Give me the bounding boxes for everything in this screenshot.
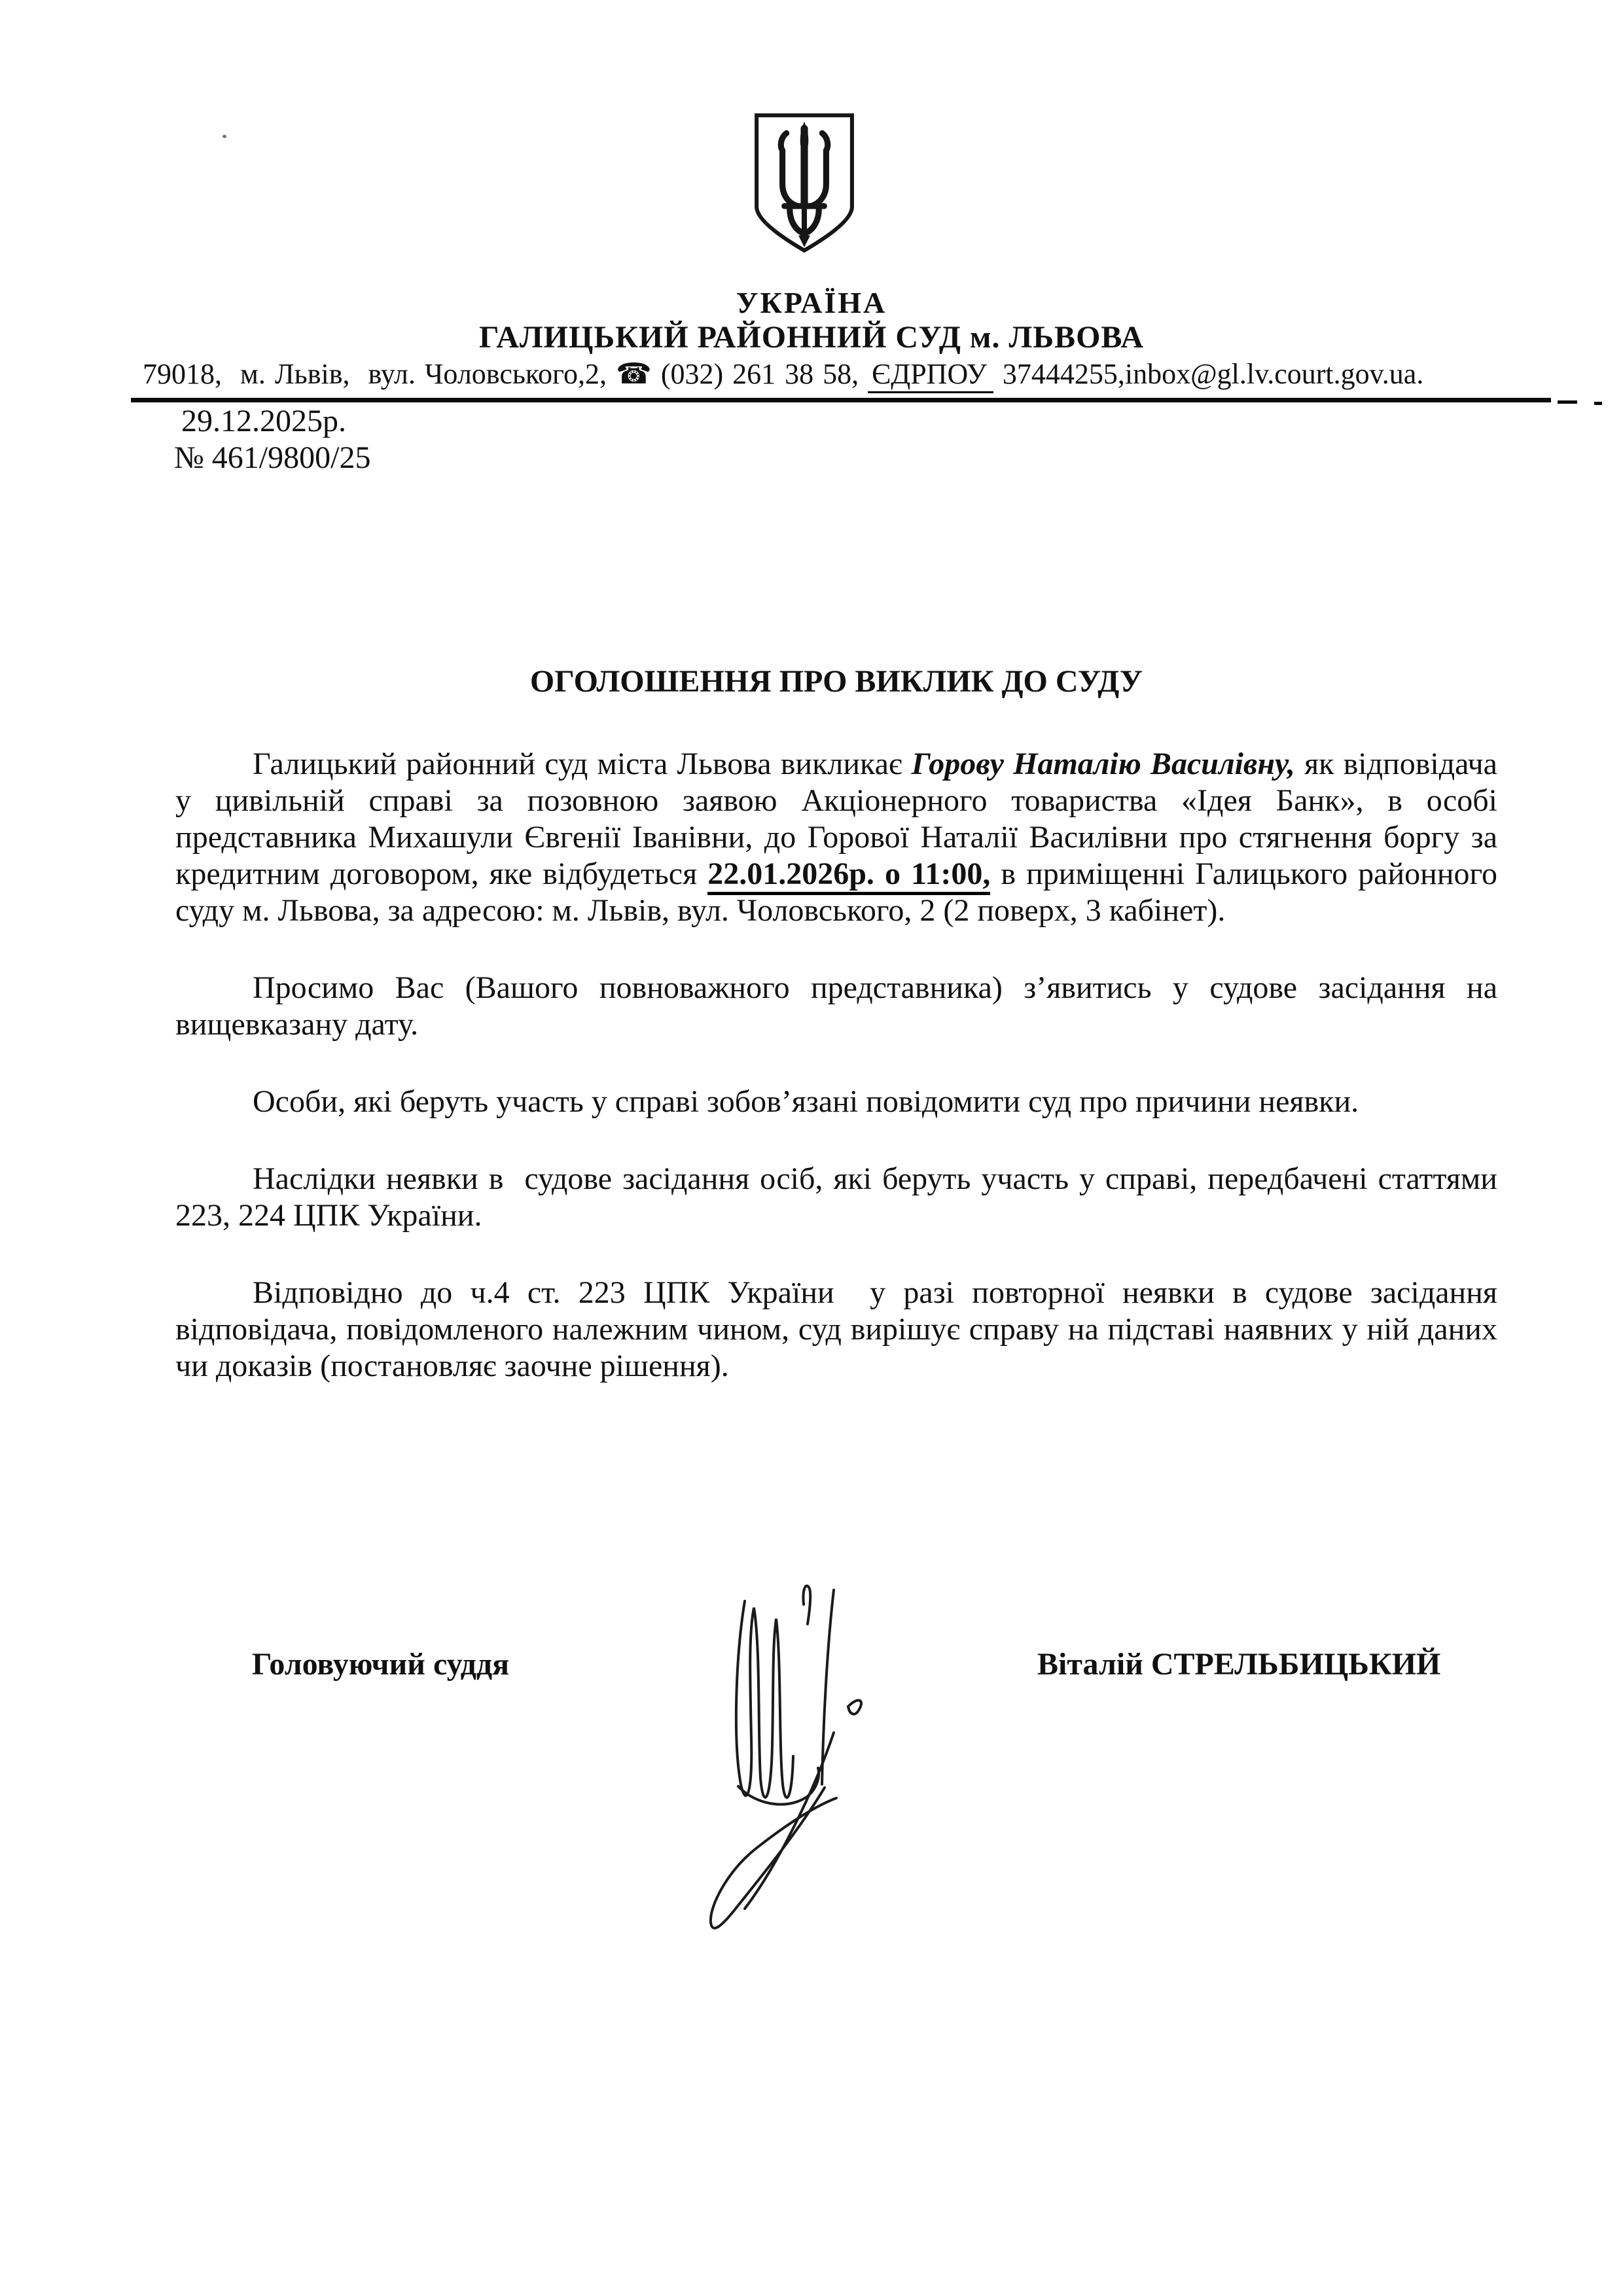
case-number: № 461/9800/25 (174, 440, 371, 475)
defendant-name: Горову Наталію Василівну, (911, 747, 1295, 781)
edrpou-code: 37444255, (993, 358, 1125, 390)
address-street: 79018, м. Львів, вул. Чоловського,2, (143, 358, 607, 390)
country-name: УКРАЇНА (736, 286, 887, 319)
header-divider-line (131, 398, 1551, 402)
court-name: ГАЛИЦЬКИЙ РАЙОННИЙ СУД м. ЛЬВОВА (478, 320, 1145, 355)
paragraph-consequences: Наслідки неявки в судове засідання осіб, які беруть участь у справі, передбачені статтями 223, 224 ЦПК України. (175, 1161, 1497, 1233)
court-address-line (143, 357, 1596, 391)
judge-role-label: Головуючий суддя (252, 1647, 510, 1682)
summons-lead: Галицький районний суд міста Львова викликає (253, 747, 912, 781)
ukraine-trident-emblem (751, 111, 857, 254)
paragraph-summons (175, 746, 1497, 929)
paragraph-absence-rule: Відповідно до ч.4 ст. 223 ЦПК України у разі повторної неявки в судове засідання відповідача, повідомленого належним чином, суд вирішує справу на підставі наявних у ній даних чи доказів (постановляє заочне рішення). (175, 1275, 1497, 1383)
court-email: inbox@gl.lv.court.gov.ua. (1124, 358, 1424, 390)
telephone-icon: ☎ (616, 358, 652, 390)
hearing-datetime: 22.01.2026р. о 11:00, (707, 857, 990, 895)
summons-tail: в приміщенні Галицького районного суду м. Львова, за адресою: м. Львів, вул. Чоловського, 2 (2 поверх, 3 кабінет). (175, 857, 1498, 928)
header-divider-dash (1594, 402, 1602, 405)
summons-middle: як відповідача у цивільній справі за позовною заявою Акціонерного товариства «Ідея Банк», в особі представника Михашули Євгенії Іванівни, до Горової Наталії Василівни про стягнення боргу за кредитним договором, яке відбудеться (175, 747, 1497, 891)
paragraph-request-to-appear: Просимо Вас (Вашого повноважного представника) з’явитись у судове засідання на вищевказану дату. (175, 970, 1497, 1042)
header-divider-dash (1558, 400, 1577, 404)
paragraph-duty-to-notify: Особи, які беруть участь у справі зобов’язані повідомити суд про причини неявки. (253, 1084, 1359, 1119)
document-title: ОГОЛОШЕННЯ ПРО ВИКЛИК ДО СУДУ (529, 664, 1143, 699)
judge-signature (705, 1578, 931, 1941)
judge-name: Віталій СТРЕЛЬБИЦЬКИЙ (1037, 1647, 1441, 1682)
phone-number: (032) 261 38 58, (660, 358, 859, 390)
scan-artifact-dot (223, 135, 226, 138)
document-date: 29.12.2025р. (181, 404, 346, 438)
document-body (175, 746, 1497, 1425)
edrpou-label: ЄДРПОУ (868, 358, 993, 393)
